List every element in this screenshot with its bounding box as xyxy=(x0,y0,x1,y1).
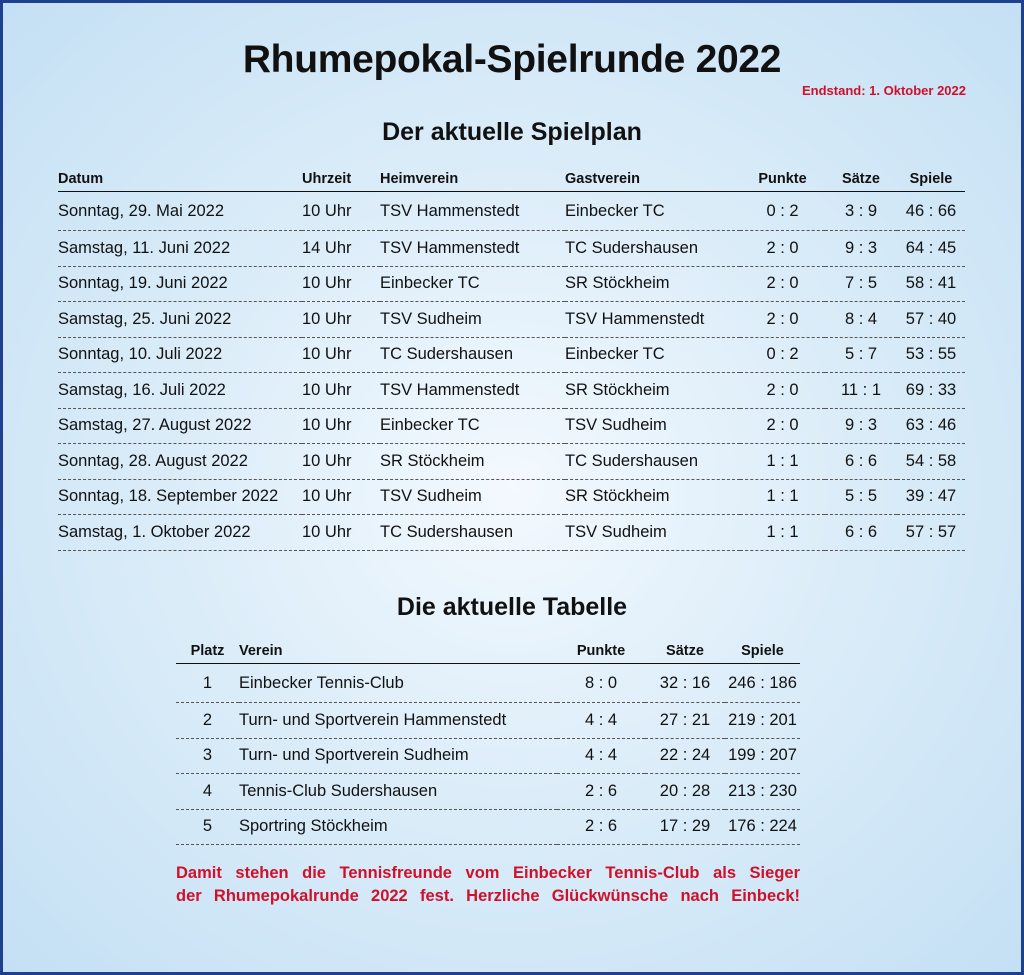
date-cell: Sonntag, 28. August 2022 xyxy=(58,444,302,480)
guest-club-cell: SR Stöckheim xyxy=(565,266,740,302)
sets-cell: 20 : 28 xyxy=(645,774,725,810)
club-cell: Einbecker Tennis-Club xyxy=(239,664,557,703)
standings-header: Sätze xyxy=(645,636,725,664)
points-cell: 4 : 4 xyxy=(557,738,645,774)
date-cell: Samstag, 11. Juni 2022 xyxy=(58,231,302,267)
guest-club-cell: Einbecker TC xyxy=(565,337,740,373)
points-cell: 0 : 2 xyxy=(740,192,825,231)
schedule-heading: Der aktuelle Spielplan xyxy=(382,118,642,146)
guest-club-cell: Einbecker TC xyxy=(565,192,740,231)
sets-cell: 22 : 24 xyxy=(645,738,725,774)
games-cell: 53 : 55 xyxy=(897,337,965,373)
games-cell: 213 : 230 xyxy=(725,774,800,810)
club-cell: Tennis-Club Sudershausen xyxy=(239,774,557,810)
schedule-row xyxy=(58,192,965,231)
winner-announcement xyxy=(176,862,800,908)
guest-club-cell: TSV Sudheim xyxy=(565,408,740,444)
guest-club-cell: TC Sudershausen xyxy=(565,231,740,267)
sets-cell: 7 : 5 xyxy=(825,266,897,302)
guest-club-cell: TSV Hammenstedt xyxy=(565,302,740,338)
rank-cell: 2 xyxy=(176,703,239,739)
date-cell: Samstag, 25. Juni 2022 xyxy=(58,302,302,338)
games-cell: 46 : 66 xyxy=(897,192,965,231)
points-cell: 8 : 0 xyxy=(557,664,645,703)
schedule-row xyxy=(58,373,965,409)
sets-cell: 32 : 16 xyxy=(645,664,725,703)
home-club-cell: SR Stöckheim xyxy=(380,444,565,480)
sets-cell: 5 : 5 xyxy=(825,479,897,515)
time-cell: 10 Uhr xyxy=(302,266,380,302)
games-cell: 219 : 201 xyxy=(725,703,800,739)
time-cell: 10 Uhr xyxy=(302,302,380,338)
club-cell: Sportring Stöckheim xyxy=(239,809,557,845)
schedule-row xyxy=(58,479,965,515)
rank-cell: 3 xyxy=(176,738,239,774)
sets-cell: 9 : 3 xyxy=(825,408,897,444)
standings-heading: Die aktuelle Tabelle xyxy=(396,593,628,621)
points-cell: 0 : 2 xyxy=(740,337,825,373)
standings-row xyxy=(176,703,800,739)
endstand-note: Endstand: 1. Oktober 2022 xyxy=(802,83,966,98)
rank-cell: 5 xyxy=(176,809,239,845)
schedule-header: Gastverein xyxy=(565,164,740,192)
time-cell: 10 Uhr xyxy=(302,337,380,373)
standings-table xyxy=(176,636,800,845)
time-cell: 10 Uhr xyxy=(302,408,380,444)
schedule-row xyxy=(58,515,965,551)
sets-cell: 5 : 7 xyxy=(825,337,897,373)
time-cell: 10 Uhr xyxy=(302,479,380,515)
sets-cell: 27 : 21 xyxy=(645,703,725,739)
points-cell: 1 : 1 xyxy=(740,515,825,551)
winner-announcement-line: der Rhumepokalrunde 2022 fest. Herzliche Glückwünsche nach Einbeck! xyxy=(176,887,800,905)
standings-header: Platz xyxy=(176,636,239,664)
games-cell: 54 : 58 xyxy=(897,444,965,480)
club-cell: Turn- und Sportverein Sudheim xyxy=(239,738,557,774)
schedule-row xyxy=(58,266,965,302)
home-club-cell: TSV Sudheim xyxy=(380,479,565,515)
points-cell: 2 : 0 xyxy=(740,231,825,267)
games-cell: 57 : 57 xyxy=(897,515,965,551)
time-cell: 10 Uhr xyxy=(302,192,380,231)
time-cell: 10 Uhr xyxy=(302,444,380,480)
games-cell: 199 : 207 xyxy=(725,738,800,774)
date-cell: Samstag, 27. August 2022 xyxy=(58,408,302,444)
guest-club-cell: SR Stöckheim xyxy=(565,373,740,409)
sets-cell: 6 : 6 xyxy=(825,515,897,551)
guest-club-cell: TC Sudershausen xyxy=(565,444,740,480)
points-cell: 2 : 6 xyxy=(557,774,645,810)
schedule-header: Uhrzeit xyxy=(302,164,380,192)
schedule-row xyxy=(58,231,965,267)
schedule-row xyxy=(58,337,965,373)
standings-row xyxy=(176,809,800,845)
points-cell: 2 : 0 xyxy=(740,408,825,444)
home-club-cell: TSV Sudheim xyxy=(380,302,565,338)
games-cell: 246 : 186 xyxy=(725,664,800,703)
date-cell: Sonntag, 19. Juni 2022 xyxy=(58,266,302,302)
games-cell: 69 : 33 xyxy=(897,373,965,409)
page-title: Rhumepokal-Spielrunde 2022 xyxy=(242,38,782,81)
schedule-row xyxy=(58,444,965,480)
points-cell: 2 : 0 xyxy=(740,302,825,338)
schedule-row xyxy=(58,302,965,338)
schedule-row xyxy=(58,408,965,444)
schedule-header-row xyxy=(58,164,965,192)
home-club-cell: Einbecker TC xyxy=(380,266,565,302)
points-cell: 2 : 6 xyxy=(557,809,645,845)
schedule-header: Spiele xyxy=(897,164,965,192)
standings-header: Verein xyxy=(239,636,557,664)
rank-cell: 1 xyxy=(176,664,239,703)
sets-cell: 3 : 9 xyxy=(825,192,897,231)
time-cell: 14 Uhr xyxy=(302,231,380,267)
games-cell: 57 : 40 xyxy=(897,302,965,338)
points-cell: 4 : 4 xyxy=(557,703,645,739)
home-club-cell: TC Sudershausen xyxy=(380,337,565,373)
games-cell: 63 : 46 xyxy=(897,408,965,444)
standings-row xyxy=(176,774,800,810)
club-cell: Turn- und Sportverein Hammenstedt xyxy=(239,703,557,739)
schedule-table xyxy=(58,164,965,551)
home-club-cell: TSV Hammenstedt xyxy=(380,373,565,409)
sets-cell: 6 : 6 xyxy=(825,444,897,480)
points-cell: 1 : 1 xyxy=(740,444,825,480)
schedule-header: Sätze xyxy=(825,164,897,192)
time-cell: 10 Uhr xyxy=(302,515,380,551)
rank-cell: 4 xyxy=(176,774,239,810)
games-cell: 58 : 41 xyxy=(897,266,965,302)
standings-row xyxy=(176,664,800,703)
date-cell: Samstag, 16. Juli 2022 xyxy=(58,373,302,409)
date-cell: Sonntag, 18. September 2022 xyxy=(58,479,302,515)
games-cell: 64 : 45 xyxy=(897,231,965,267)
standings-header: Punkte xyxy=(557,636,645,664)
home-club-cell: TSV Hammenstedt xyxy=(380,192,565,231)
home-club-cell: TC Sudershausen xyxy=(380,515,565,551)
guest-club-cell: TSV Sudheim xyxy=(565,515,740,551)
points-cell: 2 : 0 xyxy=(740,373,825,409)
schedule-header: Datum xyxy=(58,164,302,192)
standings-row xyxy=(176,738,800,774)
guest-club-cell: SR Stöckheim xyxy=(565,479,740,515)
games-cell: 176 : 224 xyxy=(725,809,800,845)
standings-header: Spiele xyxy=(725,636,800,664)
schedule-header: Heimverein xyxy=(380,164,565,192)
sets-cell: 8 : 4 xyxy=(825,302,897,338)
date-cell: Sonntag, 29. Mai 2022 xyxy=(58,192,302,231)
points-cell: 1 : 1 xyxy=(740,479,825,515)
sets-cell: 9 : 3 xyxy=(825,231,897,267)
games-cell: 39 : 47 xyxy=(897,479,965,515)
winner-announcement-line: Damit stehen die Tennisfreunde vom Einbecker Tennis-Club als Sieger xyxy=(176,864,800,882)
points-cell: 2 : 0 xyxy=(740,266,825,302)
time-cell: 10 Uhr xyxy=(302,373,380,409)
sets-cell: 17 : 29 xyxy=(645,809,725,845)
date-cell: Samstag, 1. Oktober 2022 xyxy=(58,515,302,551)
schedule-header: Punkte xyxy=(740,164,825,192)
sets-cell: 11 : 1 xyxy=(825,373,897,409)
date-cell: Sonntag, 10. Juli 2022 xyxy=(58,337,302,373)
home-club-cell: Einbecker TC xyxy=(380,408,565,444)
home-club-cell: TSV Hammenstedt xyxy=(380,231,565,267)
standings-header-row xyxy=(176,636,800,664)
